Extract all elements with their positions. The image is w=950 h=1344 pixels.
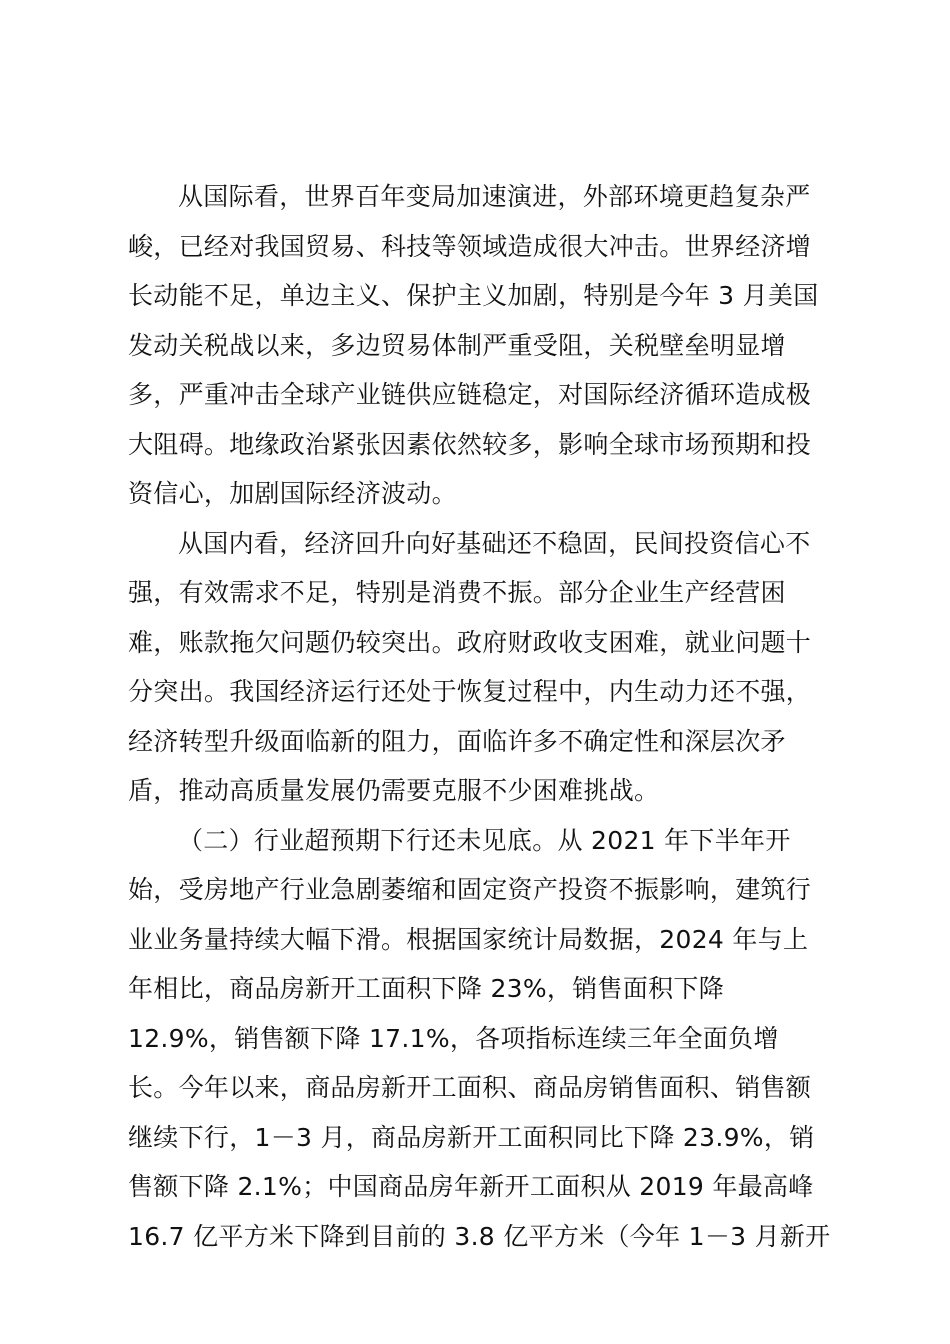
paragraph-line: 长。今年以来，商品房新开工面积、商品房销售面积、销售额: [128, 1073, 812, 1102]
paragraph-line: 分突出。我国经济运行还处于恢复过程中，内生动力还不强，: [128, 677, 812, 706]
paragraph-line: 业业务量持续大幅下滑。根据国家统计局数据，2024 年与上: [128, 924, 809, 954]
paragraph-line: 从国际看，世界百年变局加速演进，外部环境更趋复杂严: [178, 182, 811, 211]
paragraph-line: 从国内看，经济回升向好基础还不稳固，民间投资信心不: [178, 528, 811, 558]
paragraph-line: 售额下降 2.1%；中国商品房年新开工面积从 2019 年最高峰: [128, 1172, 814, 1201]
paragraph-line: 资信心，加剧国际经济波动。: [128, 479, 457, 508]
paragraph-line: 多，严重冲击全球产业链供应链稳定，对国际经济循环造成极: [128, 380, 812, 409]
paragraph-line: 12.9%，销售额下降 17.1%，各项指标连续三年全面负增: [128, 1023, 779, 1053]
paragraph-line: 盾，推动高质量发展仍需要克服不少困难挑战。: [128, 776, 660, 805]
paragraph-line: 继续下行，1－3 月，商品房新开工面积同比下降 23.9%，销: [128, 1122, 815, 1152]
paragraph-line: 难，账款拖欠问题仍较突出。政府财政收支困难，就业问题十: [128, 627, 812, 657]
paragraph-line: 经济转型升级面临新的阻力，面临许多不确定性和深层次矛: [128, 726, 786, 756]
paragraph-line: 发动关税战以来，多边贸易体制严重受阻，关税壁垒明显增: [128, 330, 786, 360]
paragraph-line: 年相比，商品房新开工面积下降 23%，销售面积下降: [128, 974, 725, 1003]
paragraph-line: 16.7 亿平方米下降到目前的 3.8 亿平方米（今年 1－3 月新开: [128, 1221, 831, 1251]
paragraph-line: 强，有效需求不足，特别是消费不振。部分企业生产经营困: [128, 578, 786, 607]
paragraph-line: 峻，已经对我国贸易、科技等领域造成很大冲击。世界经济增: [128, 231, 812, 261]
body-text: [128, 172, 831, 1261]
paragraph-line: （二）行业超预期下行还未见底。从 2021 年下半年开: [178, 825, 791, 855]
paragraph-line: 始，受房地产行业急剧萎缩和固定资产投资不振影响，建筑行: [128, 875, 812, 904]
paragraph-line: 大阻碍。地缘政治紧张因素依然较多，影响全球市场预期和投: [128, 429, 812, 459]
paragraph-line: 长动能不足，单边主义、保护主义加剧，特别是今年 3 月美国: [128, 281, 819, 310]
